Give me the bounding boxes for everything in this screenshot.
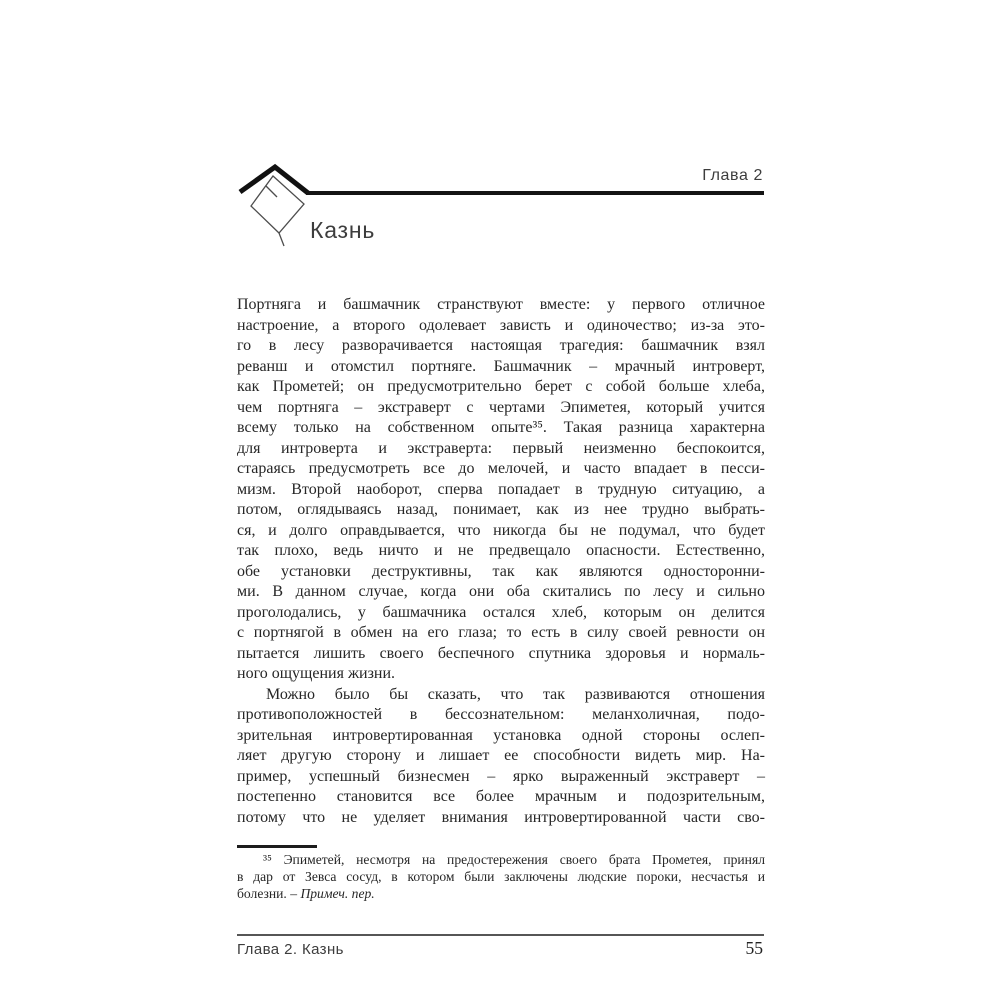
chapter-title: Казнь <box>310 217 376 243</box>
running-title: Глава 2. Казнь <box>237 941 344 958</box>
body-text <box>237 295 765 828</box>
text-line: ляет другую сторону и лишает ее способности видеть мир. На- <box>237 747 765 764</box>
text-line: пример, успешный бизнесмен – ярко выраженный экстраверт – <box>237 767 765 785</box>
footnote <box>237 851 765 902</box>
text-line: настроение, а второго одолевает зависть и одиночество; из-за это- <box>237 316 765 334</box>
text-line: зрительная интровертированная установка одной стороны ослеп- <box>237 726 765 744</box>
text-line: Портняга и башмачник странствуют вместе: у первого отличное <box>237 296 765 313</box>
chapter-label: Глава 2 <box>702 167 763 184</box>
text-line: потому что не уделяет внимания интровертированной части сво- <box>237 808 765 826</box>
text-line: постепенно становится все более мрачным и подозрительным, <box>237 788 765 805</box>
text-line: всему только на собственном опыте³⁵. Такая разница характерна <box>237 419 765 436</box>
paragraph-1 <box>237 295 765 685</box>
footnote-last-line <box>237 885 765 902</box>
text-line: так плохо, ведь ничто и не предвещало опасности. Естественно, <box>237 542 765 559</box>
text-line: проголодались, у башмачника остался хлеб, которым он делится <box>237 603 765 621</box>
footnote-text <box>237 851 765 885</box>
text-line: противоположностей в бессознательном: меланхоличная, подо- <box>237 706 765 723</box>
text-line: го в лесу разворачивается настоящая трагедия: башмачник взял <box>237 337 765 354</box>
text-line: как Прометей; он предусмотрительно берет с собой больше хлеба, <box>237 378 765 395</box>
text-line: для интроверта и экстраверта: первый неизменно беспокоится, <box>237 439 765 457</box>
footnote-separator <box>237 845 317 848</box>
text-line: пытается лишить своего беспечного спутника здоровья и нормаль- <box>237 644 765 662</box>
text-line: ся, и долго оправдывается, что никогда бы не подумал, что будет <box>237 521 765 539</box>
text-line: мизм. Второй наоборот, сперва попадает в трудную ситуацию, а <box>237 480 765 498</box>
text-line: ного ощущения жизни. <box>237 665 396 682</box>
text-line: ми. В данном случае, когда они оба скитались по лесу и сильно <box>237 583 765 600</box>
paragraph-2 <box>237 685 765 829</box>
page-number: 55 <box>745 938 763 958</box>
text-line: стараясь предусмотреть все до мелочей, и часто впадает в песси- <box>237 460 765 477</box>
text-line: с портнягой в обмен на его глаза; то есть в силу своей ревности он <box>237 624 765 641</box>
header-rule <box>306 191 764 195</box>
text-line: ³⁵ Эпиметей, несмотря на предостережения своего брата Прометея, принял <box>263 852 765 867</box>
text-line: потом, оглядываясь назад, понимает, как из нее трудно выбрать- <box>237 501 765 518</box>
text-line: обе установки деструктивны, так как являются односторонни- <box>237 562 765 580</box>
text-line: Можно было бы сказать, что так развиваются отношения <box>266 685 765 703</box>
footer-rule <box>237 934 764 936</box>
text-line: реванш и отомстил портняге. Башмачник – мрачный интроверт, <box>237 357 765 375</box>
text-line: в дар от Зевса сосуд, в котором были заключены людские пороки, несчастья и <box>237 869 765 885</box>
text-line: чем портняга – экстраверт с чертами Эпиметея, который учится <box>237 398 765 416</box>
footnote-text-plain: болезни. – <box>237 886 301 902</box>
footnote-translator-note: Примеч. пер. <box>300 886 375 902</box>
